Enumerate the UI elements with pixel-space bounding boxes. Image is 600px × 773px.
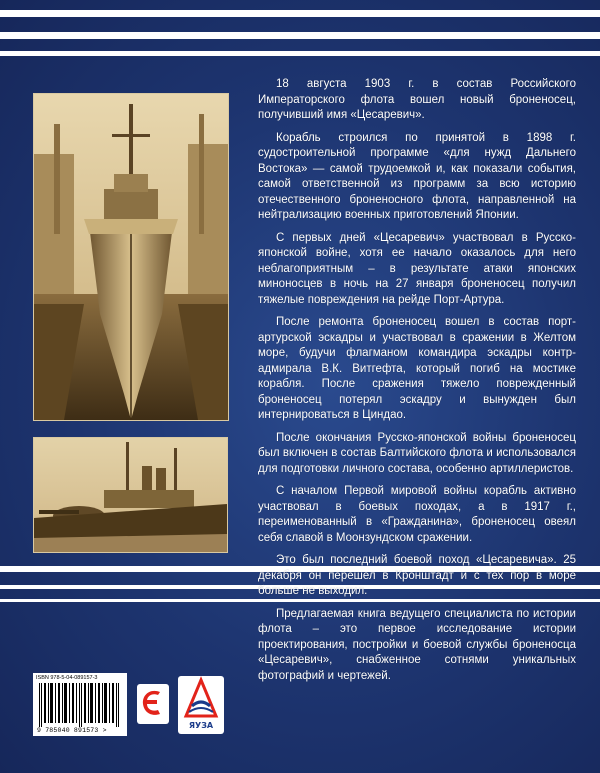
annotation-text xyxy=(258,77,576,691)
paragraph-3: С первых дней «Цесаревич» участвовал в Русско-японской войне, хотя ее начало оказалось для него неблагоприятным – в результате атаки японских миноносцев в ночь на 27 января броненосец получил тяжелые повреждения на рейде Порт-Артура. xyxy=(258,231,576,306)
top-stripe-1 xyxy=(0,10,600,17)
ship-at-sea-photo xyxy=(33,437,228,553)
ship-illustration xyxy=(34,438,227,552)
top-stripe-3 xyxy=(0,51,600,56)
paragraph-2: Корабль строился по принятой в 1898 г. судостроительной программе «для нужд Дальнего Востока» — самой трудоемкой и, как показали события, самой ответственной из программ за всю историю отечественного броненосного флота, направленной на нейтрализацию военных приготовлений Японии. xyxy=(258,131,576,221)
eksmo-logo xyxy=(137,684,169,724)
isbn-barcode xyxy=(33,673,127,736)
paragraph-7: Это был последний боевой поход «Цесаревича». 25 декабря он перешел в Кронштадт и с тех пор в море больше не выходил. xyxy=(258,554,576,597)
drydock-ship-illustration xyxy=(34,94,228,420)
isbn-label: ISBN 978-5-04-089157-3 xyxy=(36,675,98,681)
yauza-logo-text: ЯУЗА xyxy=(188,721,214,730)
paragraph-1: 18 августа 1903 г. в состав Российского Императорского флота вошел новый броненосец, получивший имя «Цесаревич». xyxy=(258,78,576,121)
yauza-logo-icon xyxy=(178,676,224,722)
drydock-ship-photo xyxy=(33,93,229,421)
yauza-logo xyxy=(178,676,224,734)
paragraph-4: После ремонта броненосец вошел в состав порт-артурской эскадры и участвовал в сражении в Желтом море, будучи флагманом командира эскадры контр-адмирала В.К. Витгефта, который погиб на мостике корабля. После сражения тяжело поврежденный броненосец потерял эскадру и вынужден был интернироваться в Циндао. xyxy=(258,316,576,421)
top-stripe-2 xyxy=(0,32,600,39)
barcode-digits: 9 785040 891573 > xyxy=(37,727,107,734)
paragraph-8: Предлагаемая книга ведущего специалиста по истории флота – это первое исследование истории проектирования, постройки и боевой службы броненосца «Цесаревич», снабженное сотнями уникальных фотографий и чертежей. xyxy=(258,607,576,682)
eksmo-logo-icon xyxy=(137,684,169,724)
paragraph-6: С началом Первой мировой войны корабль активно участвовал в боевых походах, а в 1917 г., переименованный в «Гражданина», броненосец овеял себя славой в Моонзундском сражении. xyxy=(258,485,576,544)
paragraph-5: После окончания Русско-японской войны броненосец был включен в состав Балтийского флота и использовался для подготовки личного состава, особенно артиллеристов. xyxy=(258,431,576,475)
